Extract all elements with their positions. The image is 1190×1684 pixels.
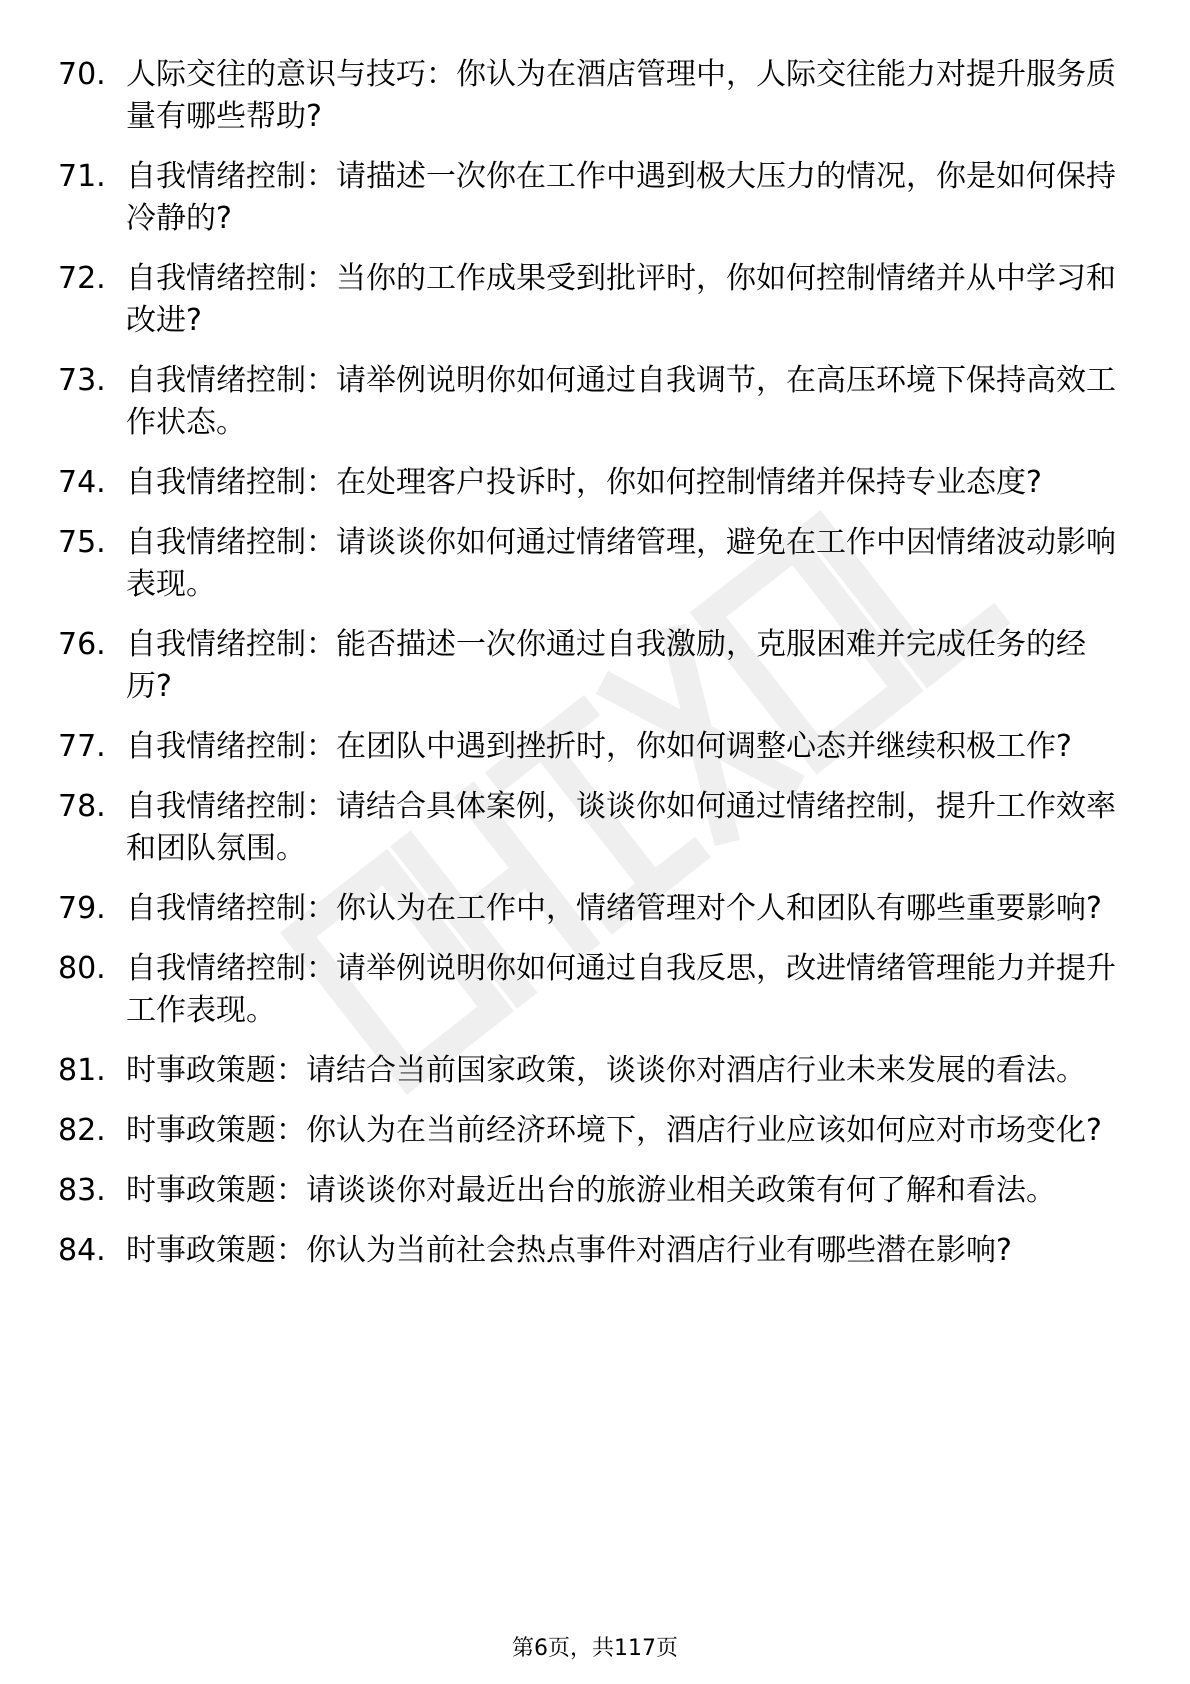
- question-text: 自我情绪控制：当你的工作成果受到批评时，你如何控制情绪并从中学习和改进?: [126, 261, 1116, 338]
- list-item: [58, 948, 1118, 1032]
- question-text: 自我情绪控制：请描述一次你在工作中遇到极大压力的情况，你是如何保持冷静的?: [126, 159, 1116, 236]
- question-text: 时事政策题：你认为在当前经济环境下，酒店行业应该如何应对市场变化?: [126, 1113, 1102, 1148]
- question-number: 78.: [58, 789, 106, 824]
- question-text: 自我情绪控制：请举例说明你如何通过自我调节，在高压环境下保持高效工作状态。: [126, 363, 1116, 440]
- question-text: 人际交往的意识与技巧：你认为在酒店管理中，人际交往能力对提升服务质量有哪些帮助?: [126, 57, 1116, 134]
- list-item: [58, 1170, 1118, 1212]
- list-item: [58, 258, 1118, 342]
- list-item: [58, 54, 1118, 138]
- page-number: 第6页，共117页: [512, 1636, 678, 1661]
- question-number: 72.: [58, 261, 106, 296]
- list-item: [58, 624, 1118, 708]
- list-item: [58, 360, 1118, 444]
- list-item: [58, 156, 1118, 240]
- question-text: 自我情绪控制：你认为在工作中，情绪管理对个人和团队有哪些重要影响?: [126, 891, 1102, 926]
- question-text: 自我情绪控制：请谈谈你如何通过情绪管理，避免在工作中因情绪波动影响表现。: [126, 525, 1116, 602]
- question-number: 82.: [58, 1113, 106, 1148]
- question-number: 76.: [58, 627, 106, 662]
- question-number: 81.: [58, 1053, 106, 1088]
- question-number: 84.: [58, 1233, 106, 1268]
- question-text: 自我情绪控制：能否描述一次你通过自我激励，克服困难并完成任务的经历?: [126, 627, 1086, 704]
- question-list: [58, 54, 1118, 1290]
- question-number: 77.: [58, 729, 106, 764]
- question-text: 时事政策题：你认为当前社会热点事件对酒店行业有哪些潜在影响?: [126, 1233, 1012, 1268]
- question-text: 自我情绪控制：在团队中遇到挫折时，你如何调整心态并继续积极工作?: [126, 729, 1072, 764]
- question-text: 自我情绪控制：在处理客户投诉时，你如何控制情绪并保持专业态度?: [126, 465, 1042, 500]
- question-text: 时事政策题：请谈谈你对最近出台的旅游业相关政策有何了解和看法。: [126, 1173, 1056, 1208]
- list-item: [58, 1110, 1118, 1152]
- question-text: 时事政策题：请结合当前国家政策，谈谈你对酒店行业未来发展的看法。: [126, 1053, 1086, 1088]
- list-item: [58, 462, 1118, 504]
- question-number: 73.: [58, 363, 106, 398]
- question-number: 79.: [58, 891, 106, 926]
- list-item: [58, 1050, 1118, 1092]
- question-number: 83.: [58, 1173, 106, 1208]
- question-number: 80.: [58, 951, 106, 986]
- list-item: [58, 522, 1118, 606]
- question-number: 75.: [58, 525, 106, 560]
- question-number: 71.: [58, 159, 106, 194]
- question-number: 70.: [58, 57, 106, 92]
- list-item: [58, 1230, 1118, 1272]
- question-number: 74.: [58, 465, 106, 500]
- list-item: [58, 786, 1118, 870]
- question-text: 自我情绪控制：请举例说明你如何通过自我反思，改进情绪管理能力并提升工作表现。: [126, 951, 1116, 1028]
- list-item: [58, 888, 1118, 930]
- list-item: [58, 726, 1118, 768]
- question-text: 自我情绪控制：请结合具体案例，谈谈你如何通过情绪控制，提升工作效率和团队氛围。: [126, 789, 1116, 866]
